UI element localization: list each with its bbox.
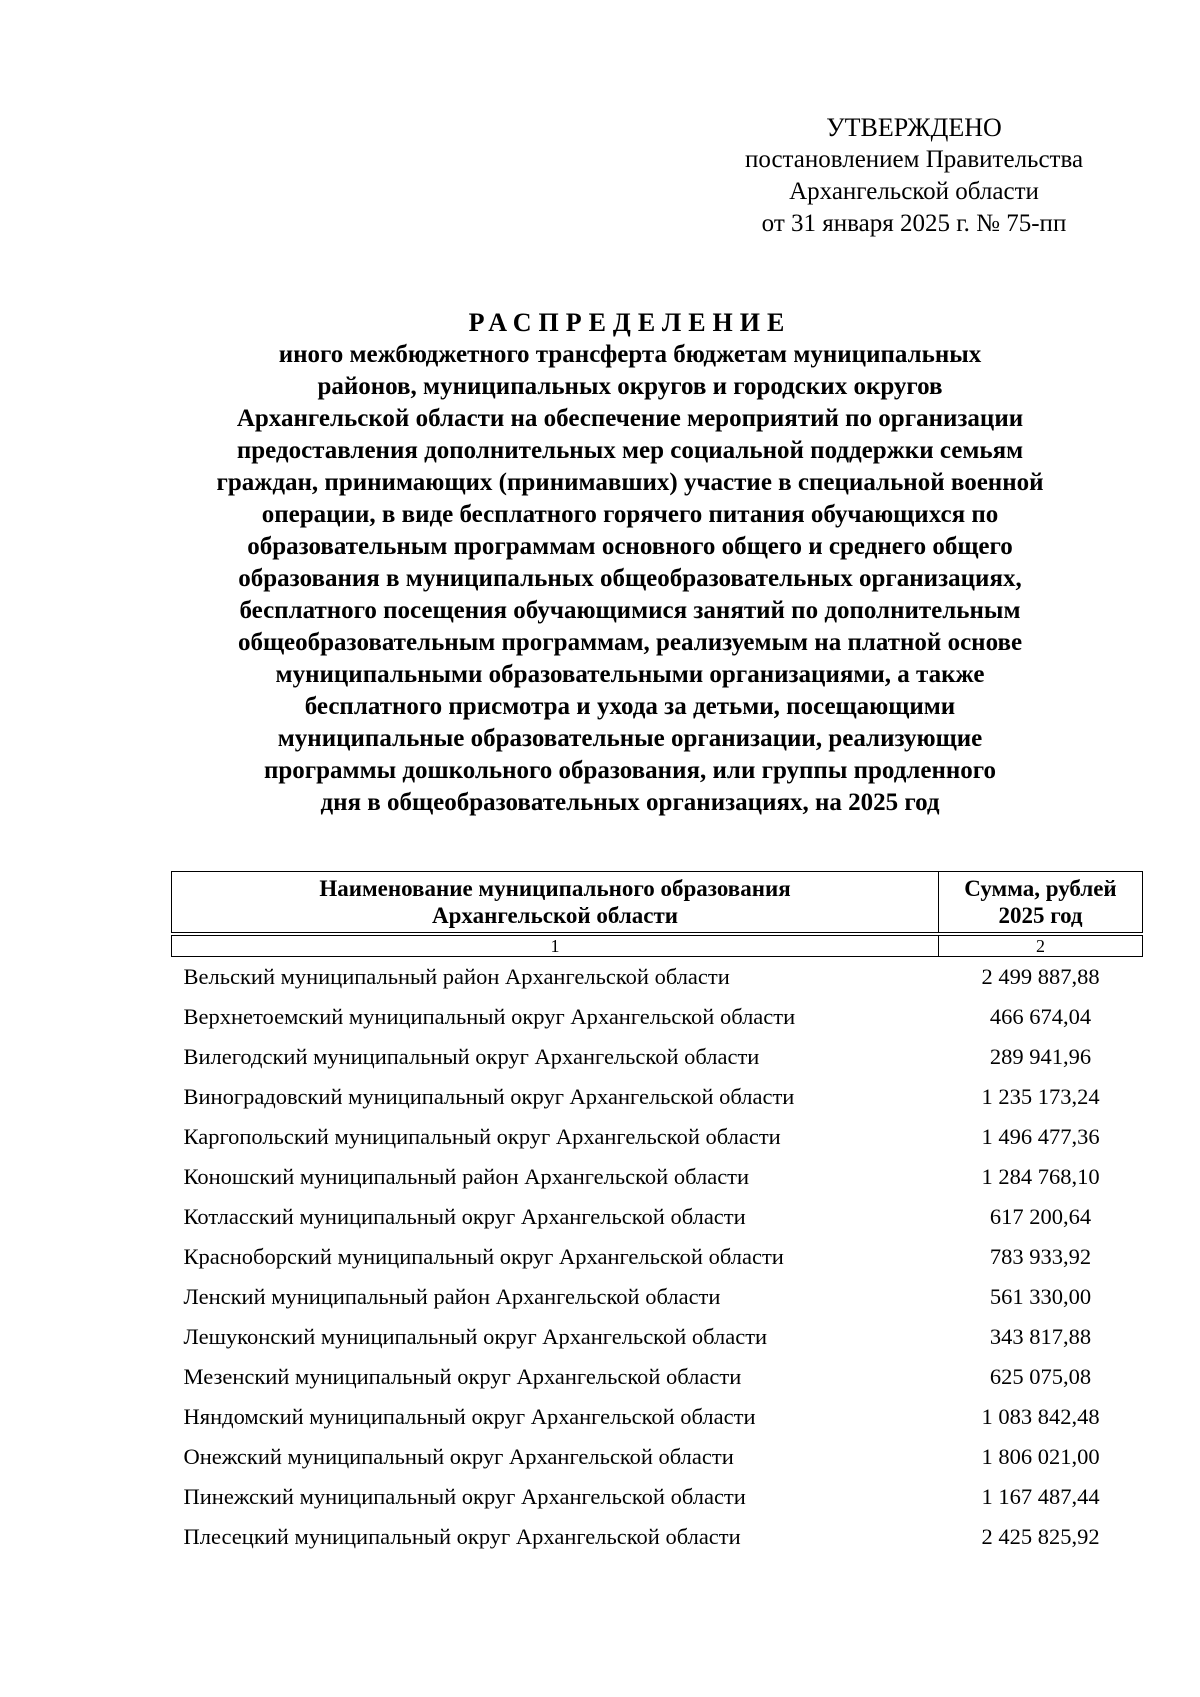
document-subtitle-line: дня в общеобразовательных организациях, на 2025 год — [320, 789, 940, 816]
amount-value: 289 941,96 — [989, 1044, 1092, 1069]
document-subtitle-line: программы дошкольного образования, или группы продленного — [263, 757, 997, 784]
municipality-name: Вельский муниципальный район Архангельской области — [183, 964, 730, 989]
document-subtitle-line: граждан, принимающих (принимавших) участие в специальной военной — [216, 469, 1044, 496]
municipality-name: Красноборский муниципальный округ Архангельской области — [183, 1244, 784, 1269]
document-title: РАСПРЕДЕЛЕНИЕ — [468, 308, 792, 337]
municipality-name: Верхнетоемский муниципальный округ Архангельской области — [183, 1004, 796, 1029]
table-row — [172, 1357, 1143, 1397]
document-subtitle-line: муниципальными образовательными организациями, а также — [275, 661, 985, 688]
table-row — [172, 1237, 1143, 1277]
document-subtitle-line: образовательным программам основного общего и среднего общего — [247, 533, 1013, 560]
column-header-municipality-line: Архангельской области — [431, 903, 678, 928]
column-number: 2 — [939, 936, 1143, 957]
municipality-name: Вилегодский муниципальный округ Архангельской области — [183, 1044, 760, 1069]
column-header-amount — [939, 872, 1143, 933]
document-subtitle-line: иного межбюджетного трансферта бюджетам муниципальных — [278, 341, 982, 368]
document-subtitle-line: предоставления дополнительных мер социальной поддержки семьям — [236, 437, 1024, 464]
approval-heading: УТВЕРЖДЕНО — [826, 113, 1002, 142]
table-row — [172, 1437, 1143, 1477]
municipality-name: Лешуконский муниципальный округ Архангельской области — [183, 1324, 768, 1349]
amount-value: 625 075,08 — [989, 1364, 1092, 1389]
amount-value: 1 496 477,36 — [981, 1124, 1100, 1149]
table-row — [172, 1077, 1143, 1117]
municipality-name: Мезенский муниципальный округ Архангельской области — [183, 1364, 742, 1389]
table-row — [172, 1197, 1143, 1237]
document-subtitle-line: бесплатного присмотра и ухода за детьми, посещающими — [304, 693, 956, 720]
amount-value: 1 167 487,44 — [981, 1484, 1100, 1509]
amount-value: 466 674,04 — [989, 1004, 1092, 1029]
amount-value: 1 083 842,48 — [981, 1404, 1100, 1429]
municipality-name: Плесецкий муниципальный округ Архангельской области — [183, 1524, 741, 1549]
document-subtitle-line: районов, муниципальных округов и городских округов — [317, 373, 943, 400]
approval-line: Архангельской области — [789, 178, 1039, 205]
amount-value: 1 284 768,10 — [981, 1164, 1100, 1189]
column-header-amount-line: Сумма, рублей — [964, 876, 1117, 901]
table-row — [172, 1157, 1143, 1197]
amount-value: 783 933,92 — [989, 1244, 1092, 1269]
distribution-table-container — [171, 871, 1116, 1557]
amount-value: 2 425 825,92 — [981, 1524, 1100, 1549]
column-header-municipality — [172, 872, 939, 933]
municipality-name: Пинежский муниципальный округ Архангельской области — [183, 1484, 746, 1509]
municipality-name: Виноградовский муниципальный округ Архангельской области — [183, 1084, 795, 1109]
document-title-block — [150, 307, 1110, 819]
table-row — [172, 1517, 1143, 1557]
column-number-row — [172, 936, 1143, 957]
table-row — [172, 1117, 1143, 1157]
document-subtitle-line: общеобразовательным программам, реализуемым на платной основе — [237, 629, 1023, 656]
table-row — [172, 957, 1143, 998]
municipality-name: Коношский муниципальный район Архангельской области — [183, 1164, 750, 1189]
municipality-name: Онежский муниципальный округ Архангельской области — [183, 1444, 734, 1469]
table-row — [172, 997, 1143, 1037]
column-number: 1 — [172, 936, 939, 957]
municipality-name: Ленский муниципальный район Архангельской области — [183, 1284, 721, 1309]
amount-value: 343 817,88 — [989, 1324, 1092, 1349]
amount-value: 617 200,64 — [989, 1204, 1092, 1229]
table-row — [172, 1477, 1143, 1517]
amount-value: 1 806 021,00 — [981, 1444, 1100, 1469]
amount-value: 2 499 887,88 — [981, 964, 1100, 989]
approval-line: от 31 января 2025 г. № 75-пп — [761, 210, 1067, 237]
municipality-name: Каргопольский муниципальный округ Архангельской области — [183, 1124, 781, 1149]
approval-line: постановлением Правительства — [744, 146, 1084, 173]
document-subtitle-line: Архангельской области на обеспечение мероприятий по организации — [236, 405, 1024, 432]
table-row — [172, 1317, 1143, 1357]
document-subtitle-line: муниципальные образовательные организации, реализующие — [277, 725, 983, 752]
amount-value: 561 330,00 — [989, 1284, 1092, 1309]
table-header-row — [172, 872, 1143, 933]
column-header-amount-line: 2025 год — [998, 903, 1083, 928]
table-row — [172, 1277, 1143, 1317]
document-subtitle-line: бесплатного посещения обучающимися занятий по дополнительным — [239, 597, 1021, 624]
document-subtitle-line: операции, в виде бесплатного горячего питания обучающихся по — [261, 501, 999, 528]
distribution-table — [171, 871, 1143, 1557]
amount-value: 1 235 173,24 — [981, 1084, 1100, 1109]
document-subtitle-line: образования в муниципальных общеобразовательных организациях, — [238, 565, 1022, 592]
approval-stamp — [728, 112, 1100, 240]
table-row — [172, 1397, 1143, 1437]
municipality-name: Няндомский муниципальный округ Архангельской области — [183, 1404, 756, 1429]
table-row — [172, 1037, 1143, 1077]
column-header-municipality-line: Наименование муниципального образования — [319, 876, 791, 901]
municipality-name: Котласский муниципальный округ Архангельской области — [183, 1204, 746, 1229]
